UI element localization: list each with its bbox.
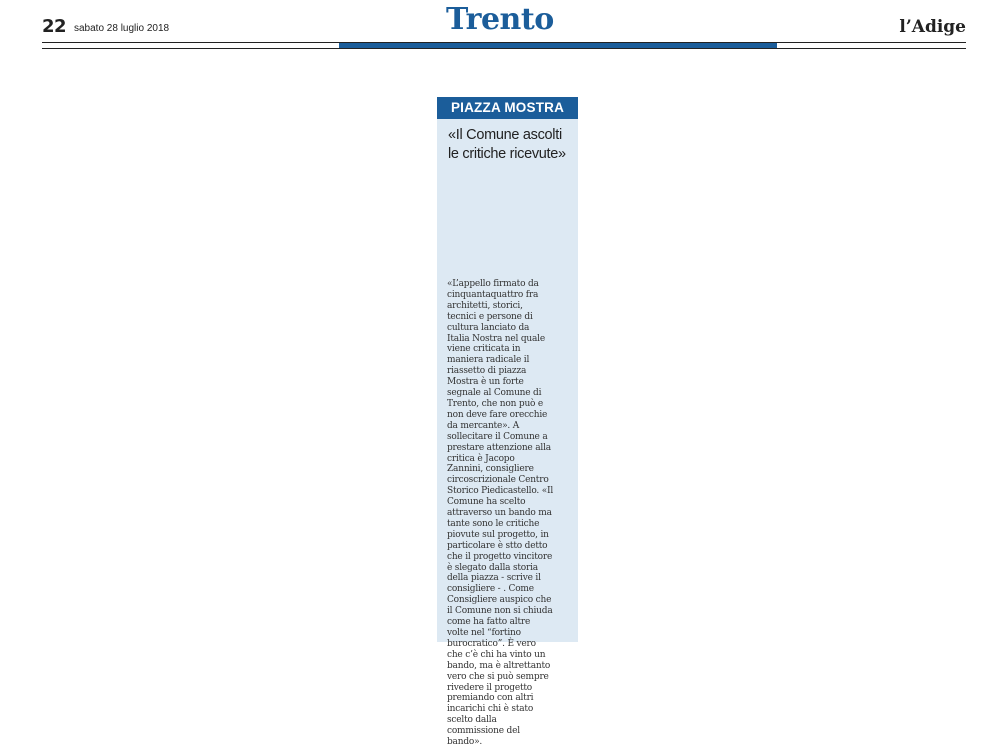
- article-kicker: PIAZZA MOSTRA: [437, 97, 578, 119]
- article-body: [447, 279, 575, 748]
- brand-logo: l’Adige: [899, 17, 966, 37]
- article-body-line: che il progetto vincitore: [447, 551, 553, 562]
- article-body-line: piovute sul progetto, in: [447, 529, 549, 540]
- article-body-line: cultura lanciato da: [447, 322, 530, 333]
- article-body-line: circoscrizionale Centro: [447, 475, 549, 486]
- article-box: [437, 97, 578, 748]
- article-body-line: Storico Piedicastello. «Il: [447, 486, 554, 497]
- article-body-line: critica è Jacopo: [447, 453, 515, 464]
- article-body-line: viene criticata in: [447, 344, 521, 355]
- article-body-line: come ha fatto altre: [447, 617, 531, 628]
- article-body-line: Consigliere auspico che: [447, 595, 552, 606]
- page-date: sabato 28 luglio 2018: [74, 23, 170, 34]
- article-body-line: Zannini, consigliere: [447, 464, 534, 475]
- article-body-line: che c’è chi ha vinto un: [447, 649, 546, 660]
- article-body-line: bando».: [447, 737, 483, 748]
- article-body-line: particolare è stto detto: [447, 540, 548, 551]
- header-rule-bottom: [42, 48, 966, 49]
- article-body-line: bando, ma è altrettanto: [447, 660, 551, 671]
- article-body-line: commissione del: [447, 726, 520, 737]
- section-title: Trento: [446, 2, 554, 37]
- article-body-line: Comune ha scelto: [447, 497, 526, 508]
- article-body-line: premiando con altri: [447, 693, 534, 704]
- article-body-line: da mercante». A: [447, 420, 520, 431]
- article-body-line: è slegato dalla storia: [447, 562, 538, 573]
- article-body-line: sollecitare il Comune a: [447, 431, 548, 442]
- article-body-line: architetti, storici,: [447, 300, 523, 311]
- article-body-line: tecnici e persone di: [447, 311, 533, 322]
- article-body-line: «L’appello firmato da: [447, 279, 539, 289]
- article-body-line: della piazza - scrive il: [447, 573, 541, 584]
- article-body-line: riassetto di piazza: [447, 366, 527, 377]
- article-body-line: segnale al Comune di: [447, 388, 542, 399]
- page-header: [42, 0, 966, 50]
- article-body-line: rivedere il progetto: [447, 682, 533, 693]
- article-body-line: vero che si può sempre: [447, 671, 549, 682]
- article-body-line: tante sono le critiche: [447, 518, 540, 529]
- article-body-line: Trento, che non può e: [447, 398, 544, 409]
- article-body-line: volte nel “fortino: [447, 628, 521, 638]
- article-body-line: non deve fare orecchie: [447, 409, 548, 420]
- page-number: 22: [42, 16, 67, 37]
- article-body-line: il Comune non si chiuda: [447, 606, 553, 617]
- article-body-line: attraverso un bando ma: [447, 508, 552, 519]
- article-body-line: prestare attenzione alla: [447, 442, 551, 453]
- headline-line: le critiche ricevute»: [448, 146, 566, 162]
- article-body-line: Italia Nostra nel quale: [447, 333, 545, 344]
- article-body-line: scelto dalla: [447, 715, 497, 726]
- article-body-line: incarichi chi è stato: [447, 704, 534, 715]
- article-body-line: cinquantaquattro fra: [447, 289, 539, 300]
- article-headline: [448, 126, 576, 164]
- headline-line: «Il Comune ascolti: [448, 127, 562, 143]
- article-body-line: maniera radicale il: [447, 355, 530, 366]
- article-body-line: burocratico”. È vero: [447, 638, 536, 649]
- article-body-line: consigliere - . Come: [447, 584, 534, 595]
- article-body-line: Mostra è un forte: [447, 377, 524, 388]
